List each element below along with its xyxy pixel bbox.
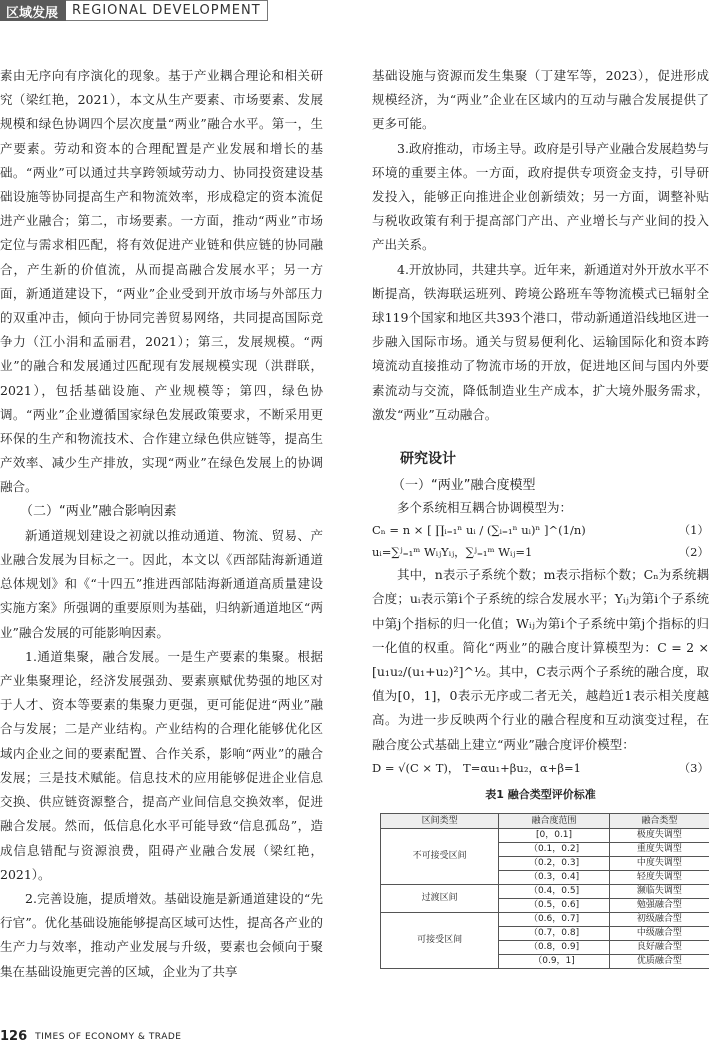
- table-cell: （0.4，0.5]: [499, 885, 610, 899]
- paragraph: 1.通道集聚，融合发展。一是生产要素的集聚。根据产业集聚理论，经济发展强劲、要素禀赋优势强的地区对于人才、资本等要素的集聚力更强，更可能促进“两业”融合与发展；二是产业结构。产业结构的合理化能够优化区域内企业之间的要素配置、合作关系，影响“两业”的融合发展；三是技术赋能。信息技术的应用能够促进企业信息交换、供应链资源整合，提高产业间信息交换效率，促进融合发展。然而，低信息化水平可能导致“信息孤岛”，造成信息错配与资源浪费，阻碍产业融合发展（梁红艳，2021）。: [0, 648, 323, 882]
- table-caption: 表1 融合类型评价标准: [485, 787, 596, 801]
- equation-2: [372, 541, 709, 563]
- table-cell: 勉强融合型: [609, 899, 709, 913]
- section-title-en: REGIONAL DEVELOPMENT: [66, 0, 268, 21]
- page-header: [0, 0, 268, 21]
- left-column: [0, 64, 323, 984]
- table-cell: 濒临失调型: [609, 885, 709, 899]
- equation-1-number: （1）: [678, 523, 709, 538]
- table-header-row: [381, 814, 709, 829]
- equation-3-body: D = √(C × T)， T=αu₁+βu₂，α+β=1: [372, 760, 581, 775]
- page-footer: [0, 1029, 181, 1044]
- table-row: [381, 885, 709, 899]
- magazine-name: TIMES OF ECONOMY & TRADE: [35, 1031, 182, 1042]
- table-group-cell: 不可接受区间: [381, 829, 499, 885]
- table-cell: （0.7，0.8]: [499, 927, 610, 941]
- table-cell: 中度失调型: [609, 857, 709, 871]
- table-row: [381, 829, 709, 843]
- subsection-heading: （一）“两业”融合度模型: [392, 478, 536, 494]
- fusion-type-table: [380, 813, 709, 969]
- section-heading: 研究设计: [400, 451, 456, 468]
- table-row: [381, 913, 709, 927]
- table-header: 融合度范围: [499, 814, 610, 829]
- table-cell: （0.8，0.9]: [499, 941, 610, 955]
- table-cell: （0.1，0.2]: [499, 843, 610, 857]
- table-cell: （0.5，0.6]: [499, 899, 610, 913]
- paragraph: 3.政府推动，市场主导。政府是引导产业融合发展趋势与环境的重要主体。一方面，政府提供专项资金支持，引导研发投入，能够正向推进企业创新绩效；另一方面，调整补贴与税收政策有利于提高部门产出、产业增长与产业间的投入产出关系。: [372, 140, 709, 253]
- equation-1-body: Cₙ = n × [ ∏ᵢ₌₁ⁿ uᵢ / (∑ᵢ₌₁ⁿ uᵢ)ⁿ ]^(1/n): [372, 523, 586, 538]
- table-cell: 优质融合型: [609, 955, 709, 969]
- subsection-heading: （二）“两业”融合影响因素: [20, 503, 177, 519]
- table-header: 区间类型: [381, 814, 499, 829]
- table-group-cell: 可接受区间: [381, 913, 499, 969]
- equation-2-body: uᵢ=∑ʲ₌₁ᵐ WᵢⱼYᵢⱼ，∑ʲ₌₁ᵐ Wᵢⱼ=1: [372, 545, 533, 560]
- paragraph: 素由无序向有序演化的现象。基于产业耦合理论和相关研究（梁红艳，2021），本文从生产要素、市场要素、发展规模和绿色协调四个层次度量“两业”融合水平。第一，生产要素。劳动和资本的合理配置是产业发展和增长的基础。“两业”可以通过共享跨领域劳动力、协同投资建设基础设施等协同提高生产和物流效率，形成稳定的资本流促进产业融合；第二，市场要素。一方面，推动“两业”市场定位与需求相匹配，将有效促进产业链和供应链的协同融合，产生新的价值流，从而提高融合发展水平；另一方面，新通道建设下，“两业”企业受到开放市场与外部压力的双重冲击，倾向于协同完善贸易网络，共同提高国际竞争力（江小涓和孟丽君，2021）；第三，发展规模。“两业”的融合和发展通过匹配现有发展规模实现（洪群联，2021），包括基础设施、产业规模等；第四，绿色协调。“两业”企业遵循国家绿色发展政策要求，不断采用更环保的生产和物流技术、合作建立绿色供应链等，提高生产效率、减少生产排放，实现“两业”在绿色发展上的协调融合。: [0, 68, 323, 495]
- table-cell: （0.6，0.7]: [499, 913, 610, 927]
- equation-2-number: （2）: [678, 545, 709, 560]
- table-cell: （0.9，1]: [499, 955, 610, 969]
- page-number: 126: [0, 1029, 28, 1044]
- paragraph: 4.开放协同，共建共享。近年来，新通道对外开放水平不断提高，铁海联运班列、跨境公路班车等物流模式已辐射全球119个国家和地区共393个港口，带动新通道沿线地区进一步融入国际市场。通关与贸易便利化、运输国际化和资本跨境流动直接推动了物流市场的开放，促进地区间与国内外要素流动与交流，降低制造业生产成本，扩大境外服务需求，激发“两业”互动融合。: [372, 261, 709, 422]
- table-cell: 中级融合型: [609, 927, 709, 941]
- paragraph: 基础设施与资源而发生集聚（丁建军等，2023），促进形成规模经济，为“两业”企业在区域内的互动与融合发展提供了更多可能。: [372, 68, 709, 132]
- table-cell: （0.3，0.4]: [499, 871, 610, 885]
- table-cell: 良好融合型: [609, 941, 709, 955]
- section-title-cn: 区域发展: [0, 0, 66, 21]
- table-cell: 极度失调型: [609, 829, 709, 843]
- equation-3: [372, 757, 709, 779]
- equation-1: [372, 519, 709, 541]
- right-column: [372, 64, 709, 969]
- table-header: 融合类型: [609, 814, 709, 829]
- equation-3-number: （3）: [678, 760, 709, 775]
- table-group-cell: 过渡区间: [381, 885, 499, 913]
- table-cell: （0.2，0.3]: [499, 857, 610, 871]
- table-cell: [0，0.1]: [499, 829, 610, 843]
- paragraph: 多个系统相互耦合协调模型为：: [397, 500, 573, 516]
- table-cell: 初级融合型: [609, 913, 709, 927]
- paragraph: 新通道规划建设之初就以推动通道、物流、贸易、产业融合发展为目标之一。因此，本文以《西部陆海新通道总体规划》和《“十四五”推进西部陆海新通道高质量建设实施方案》所强调的重要原则为基础，归纳新通道地区“两业”融合发展的可能影响因素。: [0, 527, 323, 640]
- paragraph: 其中，n表示子系统个数；m表示指标个数；Cₙ为系统耦合度；uᵢ表示第i个子系统的综合发展水平；Yᵢⱼ为第i个子系统中第j个指标的归一化值；Wᵢⱼ为第i个子系统中第j个指标的归一化值的权重。简化“两业”的融合度计算模型为：C = 2 × [u₁u₂/(u₁+u₂)²]^½。其中，C表示两个子系统的融合度，取值为[0，1]，0表示无序或二者无关，越趋近1表示相关度越高。为进一步反映两个行业的融合程度和互动演变过程，在融合度公式基础上建立“两业”融合度评价模型：: [372, 567, 709, 752]
- table-cell: 重度失调型: [609, 843, 709, 857]
- paragraph: 2.完善设施，提质增效。基础设施是新通道建设的“先行官”。优化基础设施能够提高区域可达性，提高各产业的生产力与效率，推动产业发展与升级，要素也会倾向于聚集在基础设施更完善的区域，企业为了共享: [0, 890, 323, 979]
- table-cell: 轻度失调型: [609, 871, 709, 885]
